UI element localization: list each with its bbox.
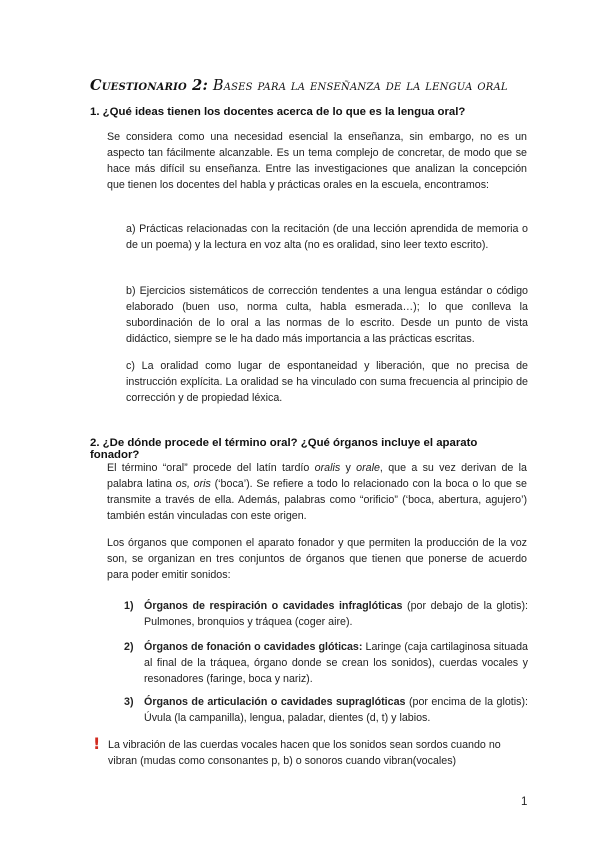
page-title (90, 77, 530, 94)
list-item-number: 2) (124, 641, 134, 653)
warning-note: La vibración de las cuerdas vocales hacen que los sonidos sean sordos cuando no vibran (mudas como consonantes p, b) o sonoros cuando vibran(vocales) (108, 739, 501, 767)
title-lead: Cuestionario 2: (90, 77, 209, 94)
q2-paragraph-2: Los órganos que componen el aparato fonador y que permiten la producción de la voz son, se organizan en tres conjuntos de órganos que tienen que ponerse de acuerdo para poder emitir sonidos: (107, 537, 527, 581)
q1-intro: Se considera como una necesidad esencial la enseñanza, sin embargo, no es un aspecto tan fácilmente alcanzable. Es un tema complejo de concretar, de modo que se hace más difícil su enseñanza. Entre las investigaciones que analizan la concepción que tienen los docentes del habla y prácticas orales en la escuela, encontramos: (107, 131, 527, 191)
list-item (126, 694, 528, 726)
q2-p1-italic-3: os, oris (175, 478, 211, 490)
list-item (126, 639, 528, 687)
list-item-text: (por debajo de la glotis): Pulmones, bronquios y tráquea (coger aire). (144, 600, 528, 628)
list-item-heading: Órganos de articulación o cavidades supraglóticas (144, 696, 406, 708)
list-item-heading: Órganos de fonación o cavidades glóticas: (144, 641, 363, 653)
q2-p1-italic-1: oralis (314, 462, 341, 474)
question-2: 2. ¿De dónde procede el término oral? ¿Qué órganos incluye el aparato fonador? (90, 437, 478, 461)
list-item-text: (por encima de la glotis): Úvula (la campanilla), lengua, paladar, dientes (d, t) y labios. (144, 696, 528, 724)
page-number: 1 (521, 796, 528, 808)
list-item-heading: Órganos de respiración o cavidades infraglóticas (144, 600, 403, 612)
q1-item-a: a) Prácticas relacionadas con la recitación (de una lección aprendida de memoria o de un poema) y la lectura en voz alta (no es oralidad, sino leer texto escrito). (126, 223, 528, 251)
q2-p1-text-3: , que a su vez derivan de la palabra latina (107, 462, 527, 490)
list-item-number: 3) (124, 696, 134, 708)
q2-p1-text-4: (‘boca’). Se refiere a todo lo relacionado con la boca o lo que se transmite a través de ella. Además, palabras como “orificio” (‘boca, abertura, agujero’) también están vinculadas con este origen. (107, 478, 527, 522)
q1-item-b: b) Ejercicios sistemáticos de corrección tendentes a una lengua estándar o código elaborado (buen uso, norma culta, habla esmerada…); lo que conlleva la subordinación de lo oral a las normas de lo escrito. Desde un punto de vista didáctico, siempre se le ha dado más importancia a las prácticas escritas. (126, 285, 528, 345)
exclamation-icon: ! (93, 734, 101, 753)
q2-p1-text-2: y (340, 462, 357, 474)
list-item-number: 1) (124, 600, 134, 612)
list-item-text: Laringe (caja cartilaginosa situada al final de la tráquea, órgano donde se crean los sonidos), cuerdas vocales y resonadores (faringe, boca y nariz). (144, 641, 528, 685)
list-item (126, 598, 528, 630)
question-1: 1. ¿Qué ideas tienen los docentes acerca de lo que es la lengua oral? (90, 106, 466, 118)
q2-paragraph-1 (107, 460, 527, 524)
q2-p1-text-1: El término “oral” procede del latín tardío (107, 462, 315, 474)
title-rest: Bases para la enseñanza de la lengua oral (212, 78, 508, 94)
q2-p1-italic-2: orale (356, 462, 380, 474)
q1-item-c: c) La oralidad como lugar de espontaneidad y liberación, que no precisa de instrucción explícita. La oralidad se ha vinculado con suma frecuencia al principio de corrección y de propiedad léxica. (126, 360, 528, 404)
